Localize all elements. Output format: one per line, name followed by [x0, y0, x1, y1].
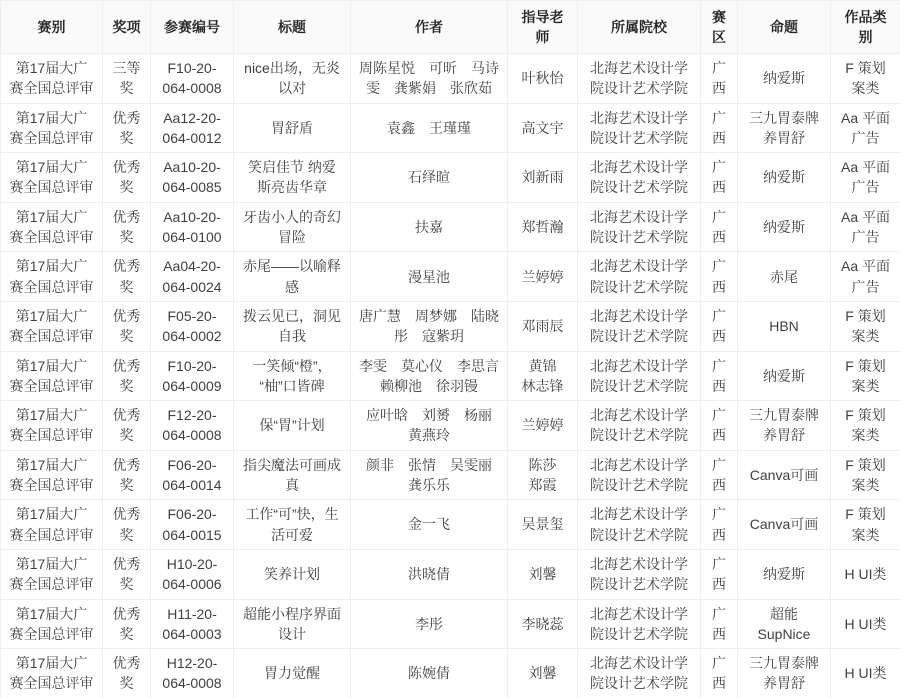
column-header: 命题 — [738, 1, 831, 54]
table-cell: 广西 — [701, 153, 738, 203]
table-cell: 优秀奖 — [103, 401, 151, 451]
table-cell: Aa 平面广告 — [831, 103, 900, 153]
table-cell: F10-20-064-0009 — [151, 351, 234, 401]
table-cell: 刘馨 — [508, 649, 578, 698]
table-cell: 北海艺术设计学院设计艺术学院 — [578, 599, 701, 649]
table-cell: 第17届大广赛全国总评审 — [1, 103, 103, 153]
table-cell: 颜非 张情 吴雯丽 龚乐乐 — [351, 450, 508, 500]
table-cell: F06-20-064-0014 — [151, 450, 234, 500]
table-cell: 李雯 莫心仪 李思言 赖柳池 徐羽镘 — [351, 351, 508, 401]
table-cell: 陈莎 郑霞 — [508, 450, 578, 500]
table-cell: Aa12-20-064-0012 — [151, 103, 234, 153]
table-cell: 三等奖 — [103, 54, 151, 104]
table-cell: 优秀奖 — [103, 649, 151, 698]
table-cell: 刘新雨 — [508, 153, 578, 203]
table-cell: 兰婷婷 — [508, 401, 578, 451]
table-cell: 超能小程序界面设计 — [234, 599, 351, 649]
table-cell: 三九胃泰牌养胃舒 — [738, 649, 831, 698]
table-cell: 第17届大广赛全国总评审 — [1, 401, 103, 451]
table-cell: 第17届大广赛全国总评审 — [1, 351, 103, 401]
table-cell: 纳爱斯 — [738, 153, 831, 203]
table-cell: 广西 — [701, 549, 738, 599]
table-cell: nice出场，无炎以对 — [234, 54, 351, 104]
table-body — [1, 54, 900, 698]
table-cell: 兰婷婷 — [508, 252, 578, 302]
table-cell: F05-20-064-0002 — [151, 301, 234, 351]
table-cell: 郑哲瀚 — [508, 202, 578, 252]
table-cell: 北海艺术设计学院设计艺术学院 — [578, 301, 701, 351]
table-cell: 邓雨辰 — [508, 301, 578, 351]
table-cell: 陈婉倩 — [351, 649, 508, 698]
column-header: 指导老师 — [508, 1, 578, 54]
table-cell: H UI类 — [831, 599, 900, 649]
table-cell: 洪晓倩 — [351, 549, 508, 599]
table-cell: 金一飞 — [351, 500, 508, 550]
table-cell: 唐广慧 周梦娜 陆晓彤 寇紫玥 — [351, 301, 508, 351]
table-cell: 漫星池 — [351, 252, 508, 302]
table-cell: F 策划案类 — [831, 401, 900, 451]
table-cell: 扶嘉 — [351, 202, 508, 252]
table-cell: 胃舒盾 — [234, 103, 351, 153]
table-cell: 第17届大广赛全国总评审 — [1, 450, 103, 500]
table-cell: 第17届大广赛全国总评审 — [1, 153, 103, 203]
table-cell: 叶秋怡 — [508, 54, 578, 104]
table-cell: 工作“可”快，生活可爱 — [234, 500, 351, 550]
table-cell: 保“胃”计划 — [234, 401, 351, 451]
table-row — [1, 351, 900, 401]
table-row — [1, 549, 900, 599]
table-cell: 广西 — [701, 202, 738, 252]
table-cell: H10-20-064-0006 — [151, 549, 234, 599]
table-cell: F10-20-064-0008 — [151, 54, 234, 104]
table-cell: 第17届大广赛全国总评审 — [1, 54, 103, 104]
column-header: 奖项 — [103, 1, 151, 54]
table-row — [1, 450, 900, 500]
table-cell: 纳爱斯 — [738, 54, 831, 104]
table-cell: H UI类 — [831, 649, 900, 698]
table-cell: 拨云见已，洞见自我 — [234, 301, 351, 351]
table-cell: H12-20-064-0008 — [151, 649, 234, 698]
table-cell: 北海艺术设计学院设计艺术学院 — [578, 500, 701, 550]
column-header: 作品类别 — [831, 1, 900, 54]
table-cell: F 策划案类 — [831, 450, 900, 500]
table-cell: 北海艺术设计学院设计艺术学院 — [578, 103, 701, 153]
table-cell: 第17届大广赛全国总评审 — [1, 549, 103, 599]
table-cell: 优秀奖 — [103, 252, 151, 302]
table-cell: 牙齿小人的奇幻冒险 — [234, 202, 351, 252]
table-cell: 第17届大广赛全国总评审 — [1, 500, 103, 550]
table-cell: 优秀奖 — [103, 103, 151, 153]
table-cell: 优秀奖 — [103, 500, 151, 550]
column-header: 赛别 — [1, 1, 103, 54]
table-cell: 第17届大广赛全国总评审 — [1, 649, 103, 698]
table-cell: 优秀奖 — [103, 351, 151, 401]
table-cell: 广西 — [701, 54, 738, 104]
table-cell: 北海艺术设计学院设计艺术学院 — [578, 351, 701, 401]
table-cell: 优秀奖 — [103, 301, 151, 351]
table-cell: 李彤 — [351, 599, 508, 649]
table-cell: F 策划案类 — [831, 500, 900, 550]
table-cell: F 策划案类 — [831, 54, 900, 104]
column-header: 所属院校 — [578, 1, 701, 54]
table-cell: 优秀奖 — [103, 599, 151, 649]
table-cell: 李晓蕊 — [508, 599, 578, 649]
table-cell: 优秀奖 — [103, 202, 151, 252]
table-cell: 袁鑫 王瑾瑾 — [351, 103, 508, 153]
table-cell: 广西 — [701, 649, 738, 698]
table-cell: 超能SupNice — [738, 599, 831, 649]
table-row — [1, 500, 900, 550]
table-cell: 一笑倾“橙”，“柚”口皆碑 — [234, 351, 351, 401]
table-row — [1, 103, 900, 153]
table-row — [1, 54, 900, 104]
table-cell: 广西 — [701, 500, 738, 550]
table-cell: 广西 — [701, 301, 738, 351]
table-cell: 赤尾 — [738, 252, 831, 302]
header-row — [1, 1, 900, 54]
table-cell: Aa 平面广告 — [831, 252, 900, 302]
table-cell: 优秀奖 — [103, 153, 151, 203]
table-cell: Aa 平面广告 — [831, 202, 900, 252]
table-cell: Canva可画 — [738, 450, 831, 500]
table-cell: 吴景玺 — [508, 500, 578, 550]
column-header: 标题 — [234, 1, 351, 54]
table-cell: 三九胃泰牌养胃舒 — [738, 103, 831, 153]
table-row — [1, 202, 900, 252]
column-header: 赛区 — [701, 1, 738, 54]
table-cell: 指尖魔法可画成真 — [234, 450, 351, 500]
table-cell: 第17届大广赛全国总评审 — [1, 599, 103, 649]
table-cell: 黄锦 林志锋 — [508, 351, 578, 401]
column-header: 作者 — [351, 1, 508, 54]
table-cell: 北海艺术设计学院设计艺术学院 — [578, 202, 701, 252]
column-header: 参赛编号 — [151, 1, 234, 54]
table-cell: 高文宇 — [508, 103, 578, 153]
table-cell: F12-20-064-0008 — [151, 401, 234, 451]
table-cell: F 策划案类 — [831, 351, 900, 401]
table-cell: Aa04-20-064-0024 — [151, 252, 234, 302]
table-cell: Aa 平面广告 — [831, 153, 900, 203]
table-cell: Aa10-20-064-0085 — [151, 153, 234, 203]
table-cell: 纳爱斯 — [738, 351, 831, 401]
table-cell: 广西 — [701, 401, 738, 451]
table-header — [1, 1, 900, 54]
table-cell: Canva可画 — [738, 500, 831, 550]
table-row — [1, 153, 900, 203]
table-cell: 第17届大广赛全国总评审 — [1, 301, 103, 351]
table-row — [1, 401, 900, 451]
table-cell: 广西 — [701, 351, 738, 401]
table-row — [1, 301, 900, 351]
table-cell: F 策划案类 — [831, 301, 900, 351]
table-cell: F06-20-064-0015 — [151, 500, 234, 550]
table-row — [1, 599, 900, 649]
table-cell: 第17届大广赛全国总评审 — [1, 202, 103, 252]
table-cell: 广西 — [701, 103, 738, 153]
table-cell: 北海艺术设计学院设计艺术学院 — [578, 54, 701, 104]
table-cell: 石绎暄 — [351, 153, 508, 203]
table-cell: 北海艺术设计学院设计艺术学院 — [578, 549, 701, 599]
table-cell: Aa10-20-064-0100 — [151, 202, 234, 252]
table-cell: H UI类 — [831, 549, 900, 599]
table-cell: 北海艺术设计学院设计艺术学院 — [578, 450, 701, 500]
table-cell: HBN — [738, 301, 831, 351]
table-cell: 广西 — [701, 450, 738, 500]
table-cell: 赤尾——以喻释感 — [234, 252, 351, 302]
table-row — [1, 252, 900, 302]
table-cell: 北海艺术设计学院设计艺术学院 — [578, 649, 701, 698]
table-cell: 优秀奖 — [103, 450, 151, 500]
table-cell: 纳爱斯 — [738, 549, 831, 599]
table-cell: 广西 — [701, 252, 738, 302]
table-row — [1, 649, 900, 698]
table-cell: 笑养计划 — [234, 549, 351, 599]
table-cell: 应叶晗 刘赟 杨丽 黄燕玲 — [351, 401, 508, 451]
table-cell: 胃力觉醒 — [234, 649, 351, 698]
table-cell: 三九胃泰牌养胃舒 — [738, 401, 831, 451]
table-cell: 刘馨 — [508, 549, 578, 599]
table-cell: H11-20-064-0003 — [151, 599, 234, 649]
table-cell: 第17届大广赛全国总评审 — [1, 252, 103, 302]
table-cell: 广西 — [701, 599, 738, 649]
table-cell: 纳爱斯 — [738, 202, 831, 252]
table-cell: 北海艺术设计学院设计艺术学院 — [578, 252, 701, 302]
table-cell: 北海艺术设计学院设计艺术学院 — [578, 401, 701, 451]
table-cell: 周陈星悦 可昕 马诗雯 龚紫娟 张欣茹 — [351, 54, 508, 104]
table-cell: 北海艺术设计学院设计艺术学院 — [578, 153, 701, 203]
table-cell: 笑启佳节 纳爱斯亮齿华章 — [234, 153, 351, 203]
table-cell: 优秀奖 — [103, 549, 151, 599]
